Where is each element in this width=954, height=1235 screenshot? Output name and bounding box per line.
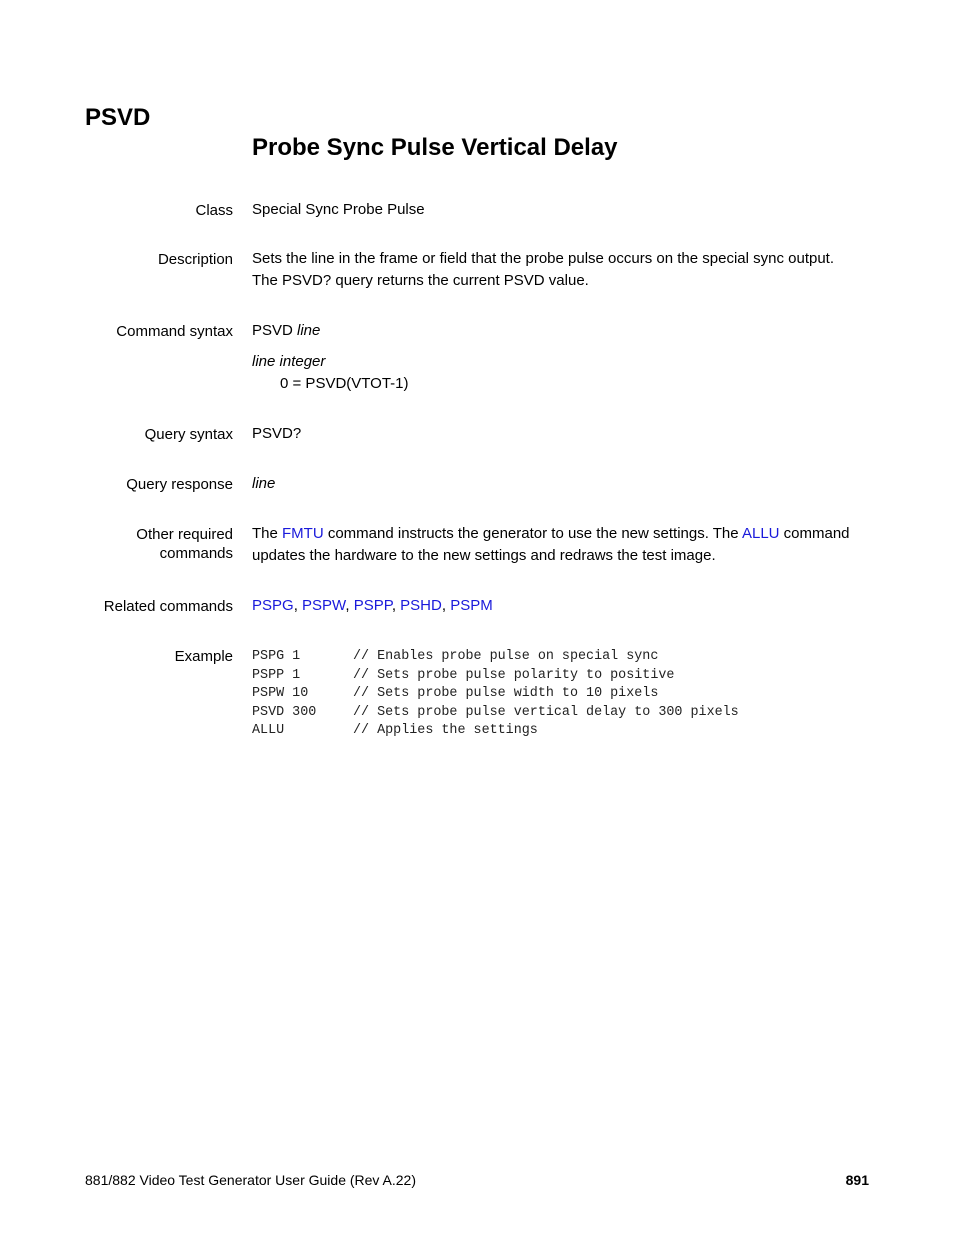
command-syntax-value (252, 320, 320, 342)
description-line-1: Sets the line in the frame or field that the probe pulse occurs on the special sync output. (252, 250, 835, 267)
separator: , (293, 597, 303, 614)
description-label: Description (157, 251, 233, 268)
description-text (252, 248, 834, 292)
code-command: PSPW 10 (252, 686, 309, 702)
code-comment: // Sets probe pulse vertical delay to 300 pixels (353, 704, 739, 720)
code-comment: // Applies the settings (353, 723, 538, 739)
code-command: PSPP 1 (252, 667, 301, 683)
code-line (252, 685, 739, 704)
query-syntax-value: PSVD? (252, 425, 302, 442)
other-required-text (252, 523, 850, 567)
allu-link[interactable]: ALLU (741, 525, 780, 542)
footer-page-number: 891 (845, 1172, 869, 1188)
code-line (252, 648, 739, 667)
example-code-block (252, 648, 739, 741)
separator: , (441, 597, 451, 614)
pspg-link[interactable]: PSPG (252, 597, 294, 614)
separator: , (345, 597, 354, 614)
related-commands-label: Related commands (103, 598, 233, 615)
command-syntax-label: Command syntax (116, 323, 233, 340)
code-line (252, 722, 739, 741)
fmtu-link[interactable]: FMTU (282, 525, 324, 542)
example-label: Example (174, 648, 233, 665)
command-syntax-param: line (297, 322, 321, 339)
code-comment: // Sets probe pulse width to 10 pixels (353, 686, 659, 702)
footer-guide-title: 881/882 Video Test Generator User Guide (Rev A.22) (85, 1172, 417, 1188)
pshd-link[interactable]: PSHD (400, 597, 442, 614)
class-value: Special Sync Probe Pulse (252, 201, 425, 218)
pspw-link[interactable]: PSPW (302, 597, 346, 614)
other-required-line-2: updates the hardware to the new settings and redraws the test image. (252, 547, 716, 564)
other-required-text-1: The (252, 525, 283, 542)
query-syntax-label: Query syntax (144, 426, 233, 443)
related-commands-list (252, 595, 493, 617)
other-required-text-3: command (779, 525, 850, 542)
other-required-label-line-1: Other required (136, 526, 233, 543)
code-command: ALLU (252, 723, 285, 739)
query-response-label: Query response (126, 476, 233, 493)
code-comment: // Enables probe pulse on special sync (353, 649, 659, 664)
query-response-value: line (252, 475, 276, 492)
other-required-label-line-2: commands (159, 545, 233, 562)
separator: , (391, 597, 401, 614)
class-label: Class (195, 202, 233, 219)
code-command: PSVD 300 (252, 704, 317, 720)
command-name: PSVD (85, 104, 151, 131)
other-required-text-2: command instructs the generator to use the new settings. The (323, 525, 742, 542)
code-comment: // Sets probe pulse polarity to positive (353, 667, 675, 683)
pspm-link[interactable]: PSPM (450, 597, 493, 614)
command-syntax-cmd: PSVD (252, 322, 298, 339)
code-line (252, 704, 739, 723)
code-command: PSPG 1 (252, 649, 301, 664)
code-line (252, 667, 739, 686)
other-required-line-1 (252, 523, 850, 545)
command-title: Probe Sync Pulse Vertical Delay (252, 134, 618, 161)
parameter-definition: line integer (252, 353, 326, 370)
other-required-label (136, 525, 233, 563)
pspp-link[interactable]: PSPP (353, 597, 392, 614)
description-line-2: The PSVD? query returns the current PSVD value. (252, 272, 589, 289)
parameter-range: 0 = PSVD(VTOT-1) (280, 375, 409, 392)
